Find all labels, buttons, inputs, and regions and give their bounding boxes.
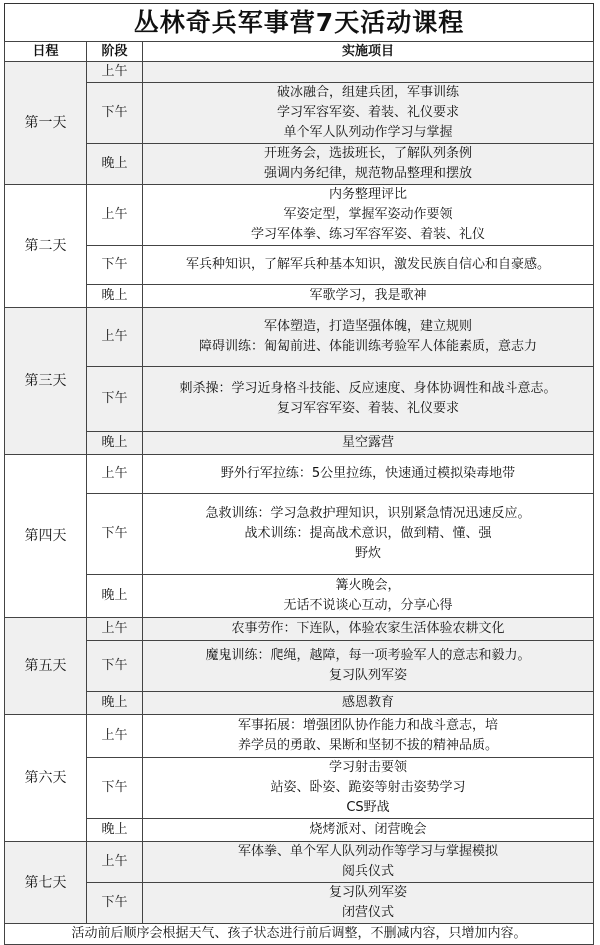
footer-row	[5, 924, 594, 945]
session-row	[5, 494, 594, 575]
stage-label: 上午	[87, 185, 143, 246]
activity-line: 强调内务纪律，规范物品整理和摆放	[263, 166, 472, 181]
activity-content	[143, 641, 594, 692]
schedule-sheet	[4, 3, 594, 945]
session-row	[5, 618, 594, 641]
activity-line: 感恩教育	[341, 695, 394, 710]
session-row	[5, 819, 594, 842]
activity-line: 野炊	[354, 546, 381, 561]
day-label: 第一天	[5, 62, 87, 185]
activity-content	[143, 819, 594, 842]
header-day: 日程	[5, 42, 87, 62]
session-row	[5, 285, 594, 308]
stage-label: 上午	[87, 715, 143, 758]
activity-line: 障碍训练：匍匐前进、体能训练考验军人体能素质，意志力	[198, 339, 537, 354]
session-row	[5, 641, 594, 692]
stage-label: 晚上	[87, 575, 143, 618]
activity-line: 魔鬼训练：爬绳，越障，每一项考验军人的意志和毅力。	[205, 648, 531, 663]
schedule-table	[4, 41, 594, 945]
header-content: 实施项目	[143, 42, 594, 62]
activity-line: 阅兵仪式	[341, 864, 394, 879]
session-row	[5, 144, 594, 185]
activity-content	[143, 185, 594, 246]
stage-label: 上午	[87, 62, 143, 83]
stage-label: 下午	[87, 246, 143, 285]
stage-label: 上午	[87, 455, 143, 494]
activity-content	[143, 432, 594, 455]
session-row	[5, 692, 594, 715]
header-stage: 阶段	[87, 42, 143, 62]
activity-line: 养学员的勇敢、果断和坚韧不拔的精神品质。	[237, 738, 498, 753]
activity-line: 军歌学习，我是歌神	[309, 288, 427, 303]
activity-line: 星空露营	[341, 435, 394, 450]
stage-label: 下午	[87, 883, 143, 924]
activity-content	[143, 62, 594, 83]
schedule-body	[5, 62, 594, 924]
session-row	[5, 62, 594, 83]
activity-line: 军事拓展：增强团队协作能力和战斗意志，培	[237, 718, 498, 733]
activity-line: 无话不说谈心互动，分享心得	[283, 598, 453, 613]
session-row	[5, 308, 594, 367]
header-row	[5, 42, 594, 62]
activity-line: 破冰融合，组建兵团，军事训练	[276, 85, 459, 100]
activity-line: 学习军容军姿、着装、礼仪要求	[276, 105, 459, 120]
day-label: 第五天	[5, 618, 87, 715]
activity-line: 农事劳作：下连队，体验农家生活体验农耕文化	[231, 621, 505, 636]
activity-line: 军姿定型，掌握军姿动作要领	[283, 207, 453, 222]
activity-line: 单个军人队列动作学习与掌握	[283, 125, 453, 140]
activity-line: 学习射击要领	[328, 760, 407, 775]
stage-label: 上午	[87, 842, 143, 883]
activity-content	[143, 618, 594, 641]
activity-content	[143, 246, 594, 285]
activity-content	[143, 715, 594, 758]
stage-label: 下午	[87, 367, 143, 432]
session-row	[5, 575, 594, 618]
activity-content	[143, 883, 594, 924]
activity-content	[143, 455, 594, 494]
stage-label: 下午	[87, 83, 143, 144]
stage-label: 下午	[87, 641, 143, 692]
stage-label: 上午	[87, 618, 143, 641]
activity-content	[143, 144, 594, 185]
activity-line: 战术训练：提高战术意识，做到精、懂、强	[244, 526, 492, 541]
activity-content	[143, 758, 594, 819]
page-title: 丛林奇兵军事营7天活动课程	[4, 3, 594, 41]
activity-line: 复习队列军姿	[328, 668, 407, 683]
activity-content	[143, 83, 594, 144]
session-row	[5, 83, 594, 144]
activity-line: 军兵种知识，了解军兵种基本知识，激发民族自信心和自豪感。	[185, 257, 550, 272]
activity-content	[143, 494, 594, 575]
day-label: 第六天	[5, 715, 87, 842]
session-row	[5, 455, 594, 494]
activity-line: 内务整理评比	[328, 187, 407, 202]
day-label: 第四天	[5, 455, 87, 618]
session-row	[5, 758, 594, 819]
activity-line: 学习军体拳、练习军容军姿、着装、礼仪	[250, 227, 485, 242]
stage-label: 晚上	[87, 819, 143, 842]
day-label: 第七天	[5, 842, 87, 924]
session-row	[5, 246, 594, 285]
stage-label: 晚上	[87, 432, 143, 455]
day-label: 第二天	[5, 185, 87, 308]
activity-content	[143, 842, 594, 883]
activity-line: 军体拳、单个军人队列动作等学习与掌握模拟	[237, 844, 498, 859]
activity-line: 军体塑造，打造坚强体魄，建立规则	[263, 319, 472, 334]
stage-label: 晚上	[87, 285, 143, 308]
activity-line: 篝火晚会，	[335, 578, 401, 593]
activity-content	[143, 285, 594, 308]
activity-line: 刺杀操：学习近身格斗技能、反应速度、身体协调性和战斗意志。	[179, 381, 557, 396]
session-row	[5, 842, 594, 883]
activity-line: CS野战	[346, 800, 390, 815]
stage-label: 下午	[87, 758, 143, 819]
stage-label: 晚上	[87, 692, 143, 715]
activity-content	[143, 308, 594, 367]
activity-line: 复习军容军姿、着装、礼仪要求	[276, 401, 459, 416]
activity-line: 急救训练：学习急救护理知识，识别紧急情况迅速反应。	[205, 506, 531, 521]
session-row	[5, 883, 594, 924]
activity-line: 野外行军拉练：5公里拉练，快速通过模拟染毒地带	[220, 466, 516, 481]
activity-line: 站姿、卧姿、跪姿等射击姿势学习	[270, 780, 466, 795]
session-row	[5, 185, 594, 246]
activity-line: 复习队列军姿	[328, 885, 407, 900]
activity-line: 闭营仪式	[341, 905, 394, 920]
day-label: 第三天	[5, 308, 87, 455]
session-row	[5, 715, 594, 758]
stage-label: 上午	[87, 308, 143, 367]
stage-label: 下午	[87, 494, 143, 575]
activity-content	[143, 367, 594, 432]
footer-note: 活动前后顺序会根据天气、孩子状态进行前后调整，不删减内容，只增加内容。	[5, 924, 594, 945]
session-row	[5, 432, 594, 455]
activity-content	[143, 692, 594, 715]
session-row	[5, 367, 594, 432]
activity-line: 烧烤派对、闭营晚会	[309, 822, 427, 837]
stage-label: 晚上	[87, 144, 143, 185]
activity-line: 开班务会，选拔班长，了解队列条例	[263, 146, 472, 161]
activity-content	[143, 575, 594, 618]
